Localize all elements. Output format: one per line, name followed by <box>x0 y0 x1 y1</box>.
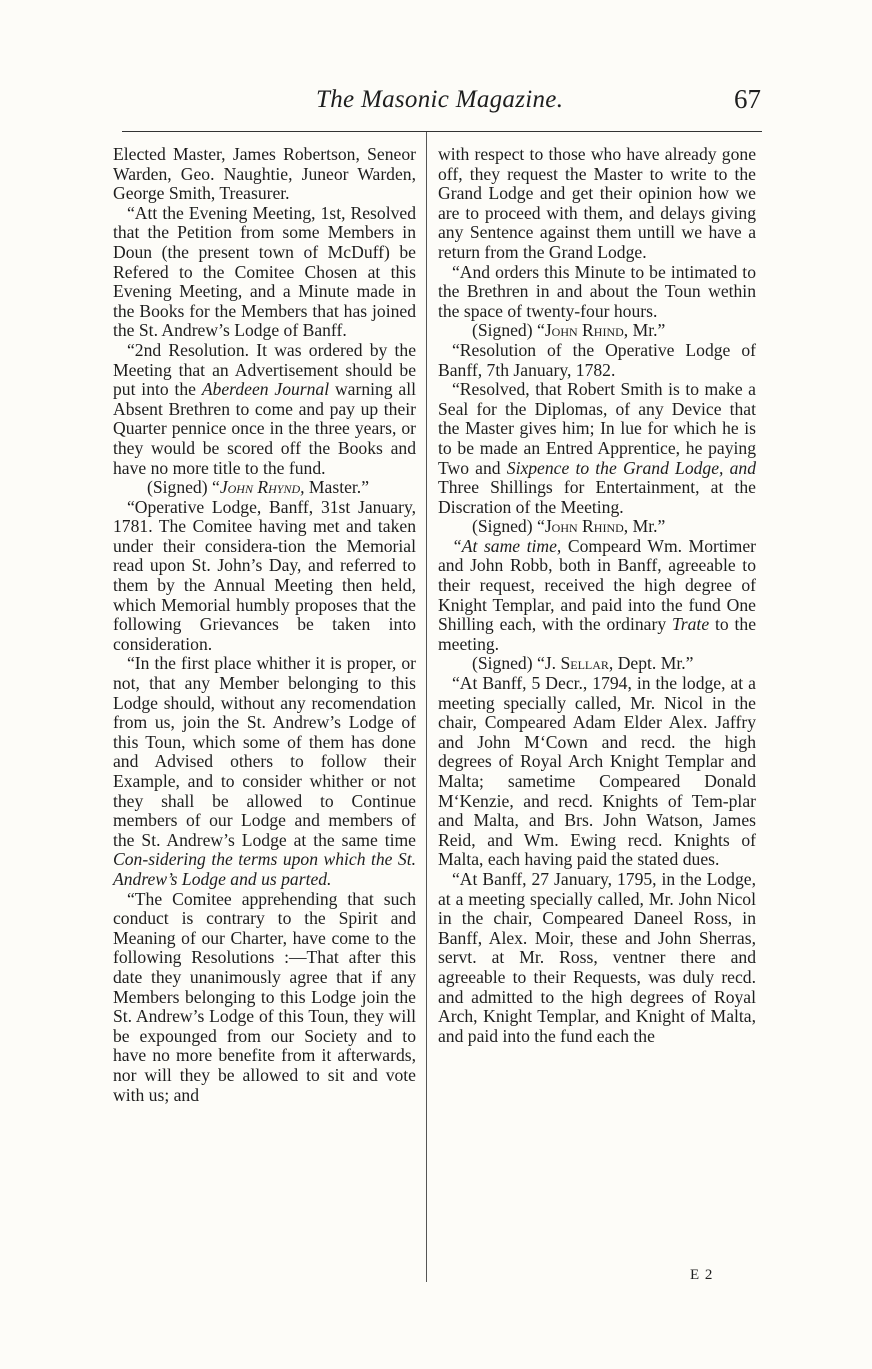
column-divider <box>426 132 427 1282</box>
paragraph <box>113 654 416 889</box>
text-run: Three Shillings for Entertainment, at the Discration of the Meeting. <box>438 477 756 517</box>
magazine-title: The Masonic Magazine. <box>316 86 564 113</box>
text-run: (Signed) “J. <box>472 653 561 674</box>
text-run: (Signed) “ <box>147 477 220 498</box>
signature-line <box>438 321 756 341</box>
signature-line <box>113 478 416 498</box>
paragraph: “At Banff, 27 January, 1795, in the Lodge, at a meeting specially called, Mr. John Nicol in the chair, Compeared Daneel Ross, in Banff, Alex. Moir, these and John Sherras, servt. at Mr. Ross, ventner there and agreeable to their Requests, was duly recd. and admitted to the high degrees of Royal Arch, Knight Templar, and Knight of Malta, and paid into the fund each the <box>438 868 756 1046</box>
right-column <box>438 145 756 1046</box>
paragraph: “Operative Lodge, Banff, 31st January, 1781. The Comitee having met and taken under their considera-tion the Memorial read upon St. John’s Day, and referred to them by the Annual Meeting then held, which Memorial humbly proposes that the following Grievances be taken into consideration. <box>113 496 416 654</box>
paragraph <box>438 537 756 655</box>
paragraph: “And orders this Minute to be intimated to the Brethren in and about the Toun wethin the space of twenty-four hours. <box>438 261 756 321</box>
paragraph <box>113 341 416 478</box>
header-rule <box>122 131 762 132</box>
paragraph: “Resolution of the Operative Lodge of Banff, 7th January, 1782. <box>438 339 756 380</box>
italic-text: Trate <box>671 614 710 635</box>
text-run: Dept. Mr.” <box>613 653 694 674</box>
signatory-name: John Rhind, <box>544 516 629 537</box>
running-head <box>0 84 872 118</box>
printer-signature-mark: E 2 <box>690 1267 714 1283</box>
signature-line <box>438 654 756 674</box>
text-run: Compeard Wm. Mortimer and John Robb, both in Banff, agreeable to their request, received the high degree of Knight Templar, and paid into the fund One Shilling each, with the ordinary <box>438 535 756 635</box>
left-column <box>113 145 416 1105</box>
paragraph: with respect to those who have already gone off, they request the Master to write to the Grand Lodge and get their opinion how we are to proceed with them, and delays giving any Sentence against them untill we have a return from the Grand Lodge. <box>438 144 756 262</box>
paragraph: Elected Master, James Robertson, Seneor Warden, Geo. Naughtie, Juneor Warden, George Smith, Treasurer. <box>113 144 416 204</box>
paragraph: “At Banff, 5 Decr., 1794, in the lodge, at a meeting specially called, Mr. Nicol in the chair, Compeared Adam Elder Alex. Jaffry and John M‘Cown and recd. the high degrees of Royal Arch Knight Templar and Malta; sametime Compeared Donald M‘Kenzie, and recd. Knights of Tem-plar and Malta, and Brs. John Watson, James Reid, and Wm. Ewing recd. Knights of Malta, each having paid the stated dues. <box>438 673 756 870</box>
text-run: “In the first place whither it is proper, or not, that any Member belonging to this Lodge should, without any recomendation from us, join the St. Andrew’s Lodge of this Toun, which some of them has done and Advised others to follow their Example, and to consider whither or not they shall be allowed to Continue members of our Lodge and members of the St. Andrew’s Lodge at the same time <box>113 653 416 850</box>
text-run: to the meeting. <box>438 614 756 654</box>
signatory-name: Sellar, <box>560 653 614 674</box>
paragraph <box>438 380 756 517</box>
text-run: Mr.” <box>628 320 666 341</box>
text-run: warning all Absent Brethren to come and pay up their Quarter pennice once in the three years, or they would be scored off the Books and have no more title to the fund. <box>113 379 416 478</box>
italic-text: Con-sidering the terms upon which the St. Andrew’s Lodge and us parted. <box>113 849 416 889</box>
paragraph: “Att the Evening Meeting, 1st, Resolved that the Petition from some Members in Doun (the present town of McDuff) be Refered to the Comitee Chosen at this Evening Meeting, and a Minute made in the Books for the Members that has joined the St. Andrew’s Lodge of Banff. <box>113 202 416 341</box>
italic-text: Aberdeen Journal <box>201 379 330 400</box>
page-number: 67 <box>734 84 761 114</box>
text-run: Mr.” <box>628 516 666 537</box>
signatory-name: John Rhynd, <box>219 477 305 498</box>
signature-line <box>438 517 756 537</box>
italic-text: “At same time, <box>452 535 562 556</box>
text-run: Master.” <box>304 477 370 498</box>
paragraph: “The Comitee apprehending that such conduct is contrary to the Spirit and Meaning of our Charter, have come to the following Resolutions :—That after this date they unanimously agree that if any Members belonging to this Lodge join the St. Andrew’s Lodge of this Toun, they will be expounged from our Society and to have no more benefite from it afterwards, nor will they be allowed to sit and vote with us; and <box>113 888 416 1105</box>
text-run: “2nd Resolution. It was ordered by the Meeting that an Advertisement should be put into the <box>113 339 416 400</box>
text-run: “Resolved, that Robert Smith is to make a Seal for the Diplomas, of any Device that the Master gives him; In lue for which he is to be made an Entred Apprentice, he paying Two and <box>438 379 756 478</box>
text-run: (Signed) “ <box>472 320 545 341</box>
italic-text: Sixpence to the Grand Lodge, and <box>506 457 756 478</box>
signatory-name: John Rhind, <box>544 320 629 341</box>
text-run: (Signed) “ <box>472 516 545 537</box>
